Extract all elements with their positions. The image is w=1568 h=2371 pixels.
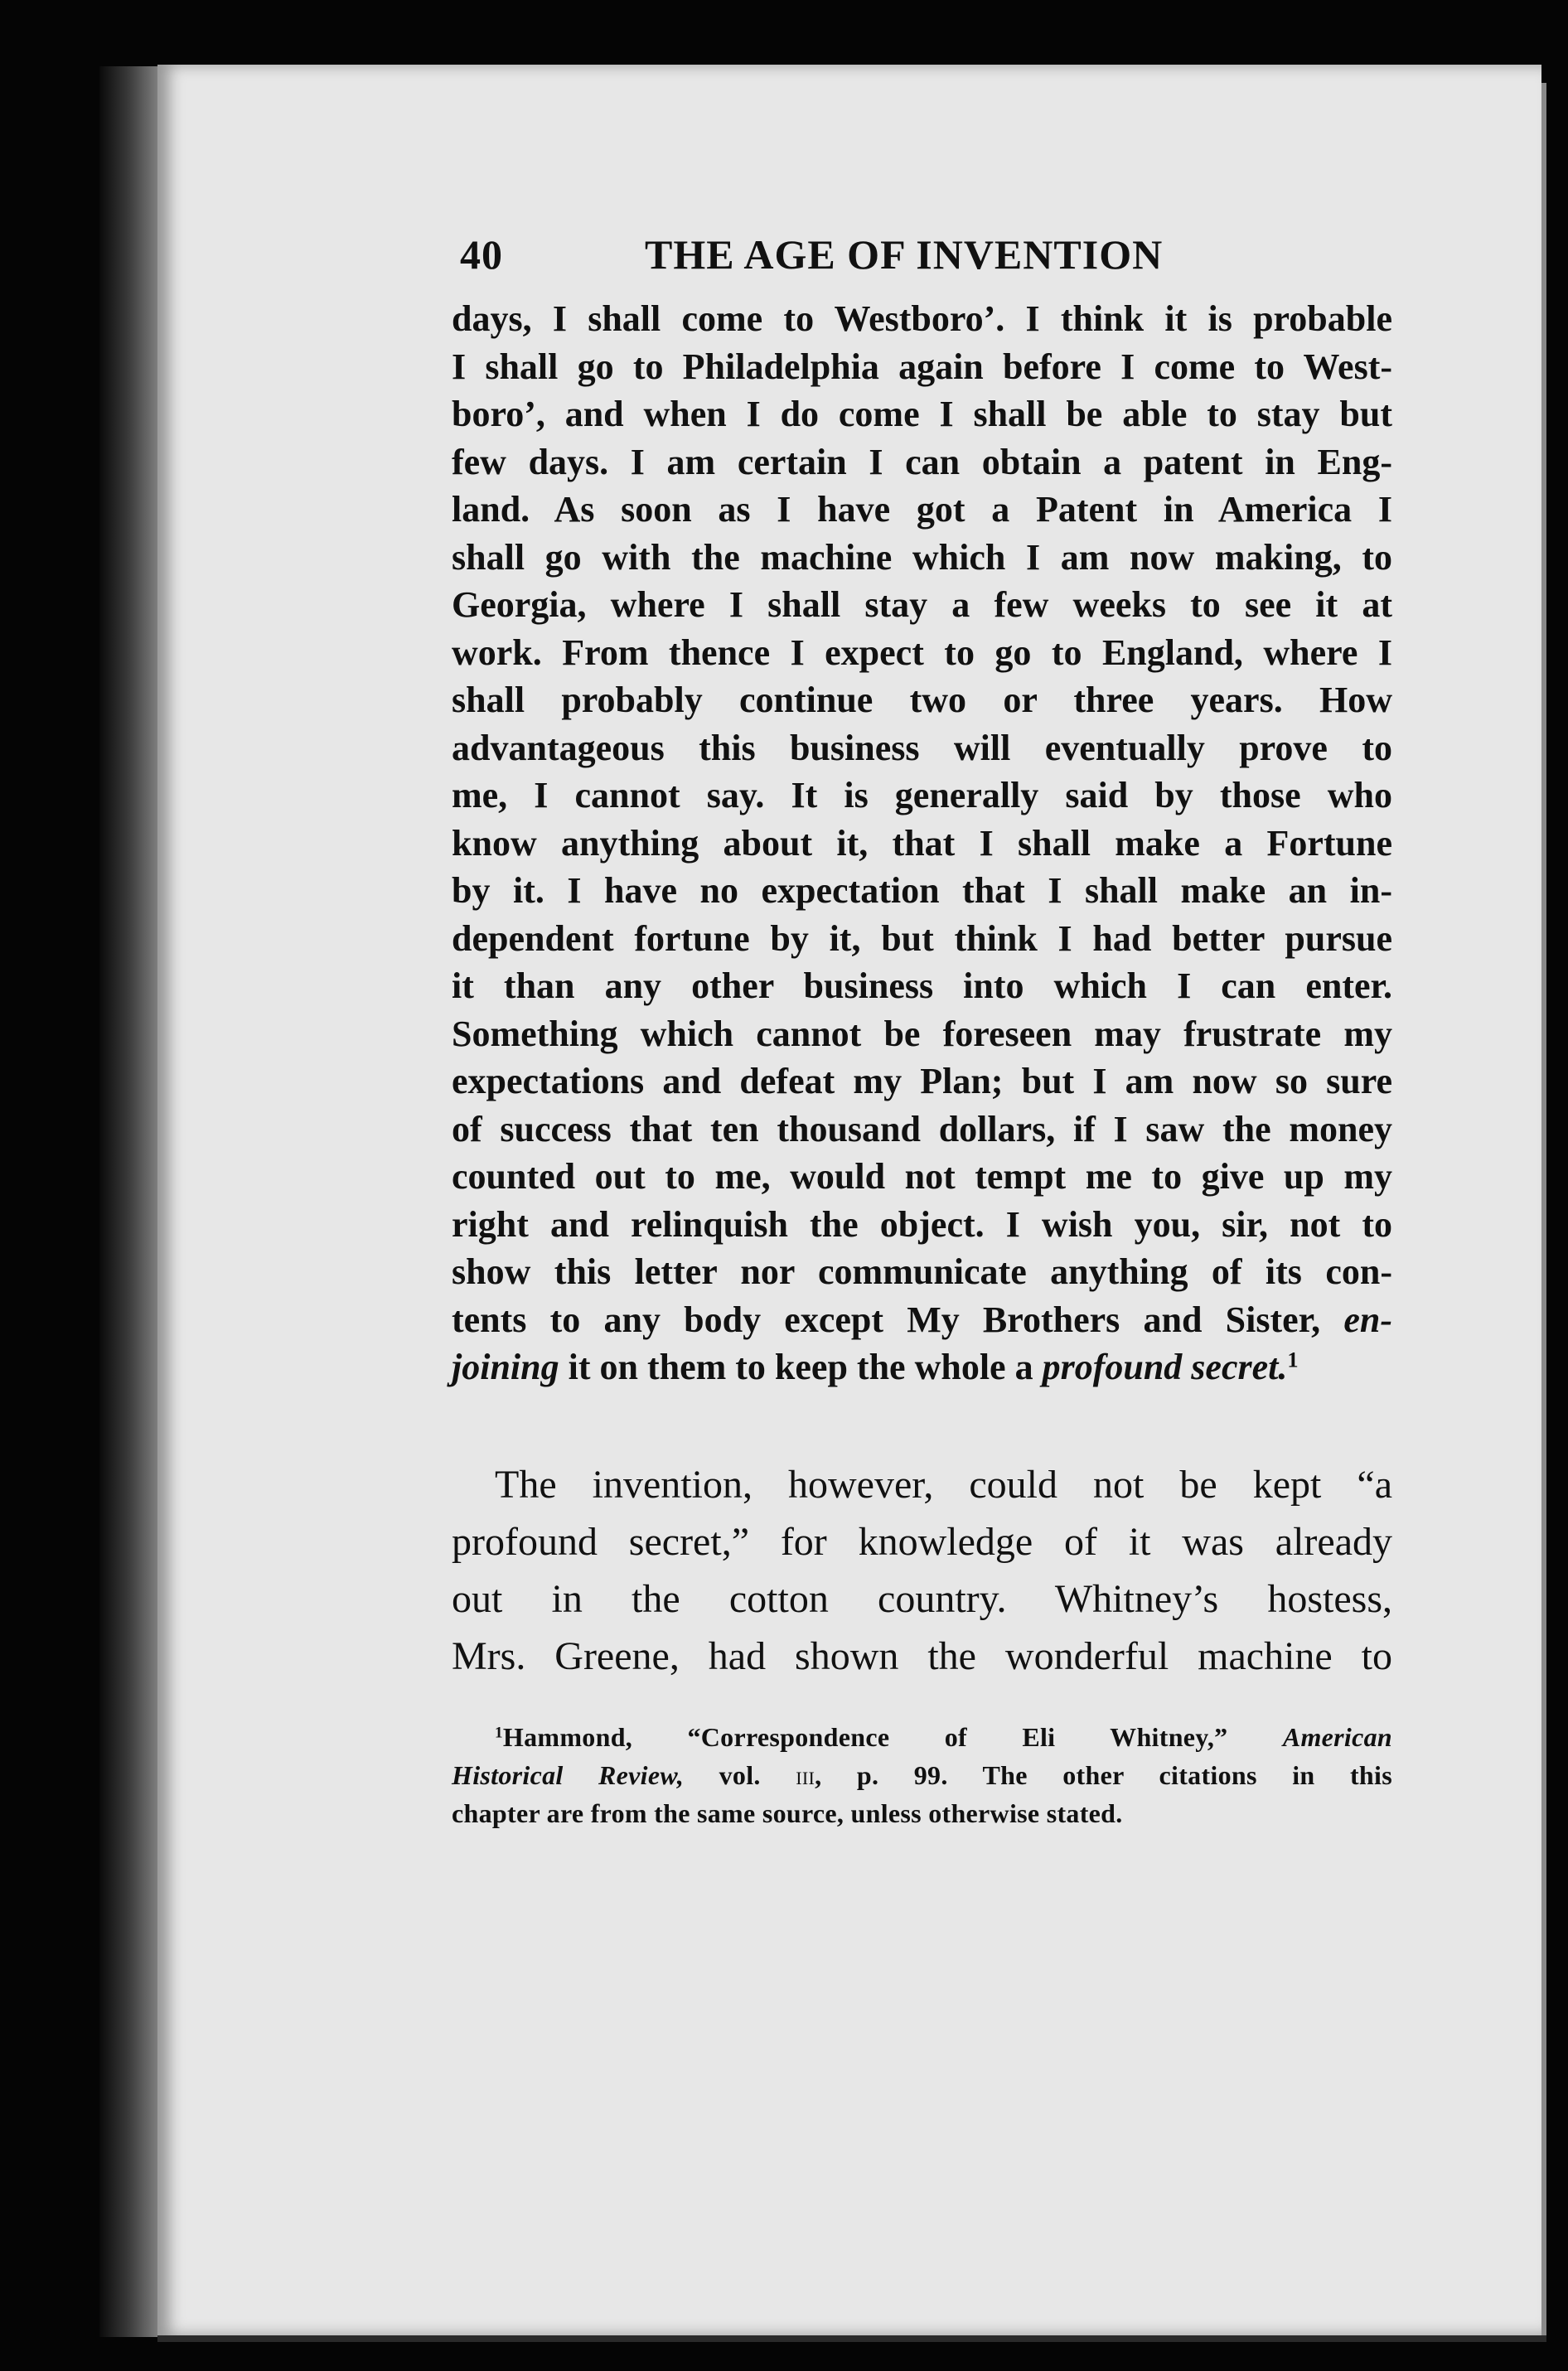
footnote-line: chapter are from the same source, unless otherwise stated. [452, 1798, 1123, 1828]
quote-italic-text: en- [1343, 1299, 1392, 1340]
page-bottom-edge [157, 2335, 1546, 2342]
page-right-edge [1541, 83, 1546, 2337]
quote-line: days, I shall come to Westboro’. I think it is probable [452, 298, 1392, 339]
quote-line: expectations and defeat my Plan; but I am now so sure [452, 1061, 1392, 1101]
quote-line: advantageous this business will eventually prove to [452, 727, 1392, 768]
footnote [452, 1718, 1392, 1832]
quote-last-line [452, 1343, 1392, 1391]
running-title: THE AGE OF INVENTION [645, 231, 1164, 278]
page-content [452, 225, 1392, 1832]
footnote-text: vol. [684, 1759, 796, 1790]
body-line: The invention, however, could not be kept “a [495, 1462, 1392, 1507]
footnote-italic-text: Historical Review, [452, 1759, 685, 1790]
quote-line: Something which cannot be foreseen may frustrate my [452, 1013, 1392, 1054]
quote-line: I shall go to Philadelphia again before I come to West- [452, 346, 1392, 387]
footnote-line [452, 1718, 1392, 1756]
footnote-line [452, 1756, 1392, 1794]
body-line: Mrs. Greene, had shown the wonderful machine to [452, 1633, 1392, 1678]
quote-line: few days. I am certain I can obtain a patent in Eng- [452, 441, 1392, 482]
quote-line: counted out to me, would not tempt me to give up my [452, 1156, 1392, 1197]
footnote-reference: 1 [1287, 1347, 1299, 1372]
body-line: out in the cotton country. Whitney’s hostess, [452, 1576, 1392, 1621]
body-line: profound secret,” for knowledge of it was already [452, 1519, 1392, 1564]
body-paragraph [452, 1456, 1392, 1685]
quote-line: shall go with the machine which I am now making, to [452, 536, 1392, 578]
quote-line [452, 1296, 1392, 1344]
running-header [452, 225, 1392, 283]
footnote-volume-numeral: iii [796, 1759, 815, 1790]
quote-line: shall probably continue two or three years. How [452, 680, 1392, 720]
quote-line: of success that ten thousand dollars, if I saw the money [452, 1108, 1392, 1149]
footnote-text: , p. 99. The other citations in this [815, 1759, 1392, 1790]
quote-line: me, I cannot say. It is generally said by those who [452, 775, 1392, 815]
quote-line: land. As soon as I have got a Patent in America I [452, 489, 1392, 530]
quote-italic-text: profound secret. [1042, 1347, 1288, 1387]
quote-line: boro’, and when I do come I shall be able to stay but [452, 394, 1392, 434]
quote-line: by it. I have no expectation that I shall make an in- [452, 870, 1392, 911]
quote-line: it than any other business into which I can enter. [452, 965, 1392, 1006]
footnote-text: Hammond, “Correspondence of Eli Whitney,” [502, 1721, 1228, 1752]
quote-line: right and relinquish the object. I wish you, sir, not to [452, 1203, 1392, 1245]
quote-line: work. From thence I expect to go to England, where I [452, 631, 1392, 673]
quote-line: dependent fortune by it, but think I had better pursue [452, 917, 1392, 959]
quote-line: know anything about it, that I shall make a Fortune [452, 822, 1392, 864]
quote-line-text: it on them to keep the whole a [559, 1347, 1043, 1387]
quote-line: show this letter nor communicate anything of its con- [452, 1251, 1392, 1292]
footnote-mark: 1 [495, 1723, 503, 1741]
page-number: 40 [460, 231, 503, 278]
footnote-italic-text: American [1282, 1721, 1392, 1752]
quoted-letter [452, 295, 1392, 1391]
quote-line: Georgia, where I shall stay a few weeks to see it at [452, 584, 1392, 625]
quote-line-text: tents to any body except My Brothers and Sister, [452, 1299, 1321, 1340]
quote-italic-text: joining [452, 1347, 559, 1387]
